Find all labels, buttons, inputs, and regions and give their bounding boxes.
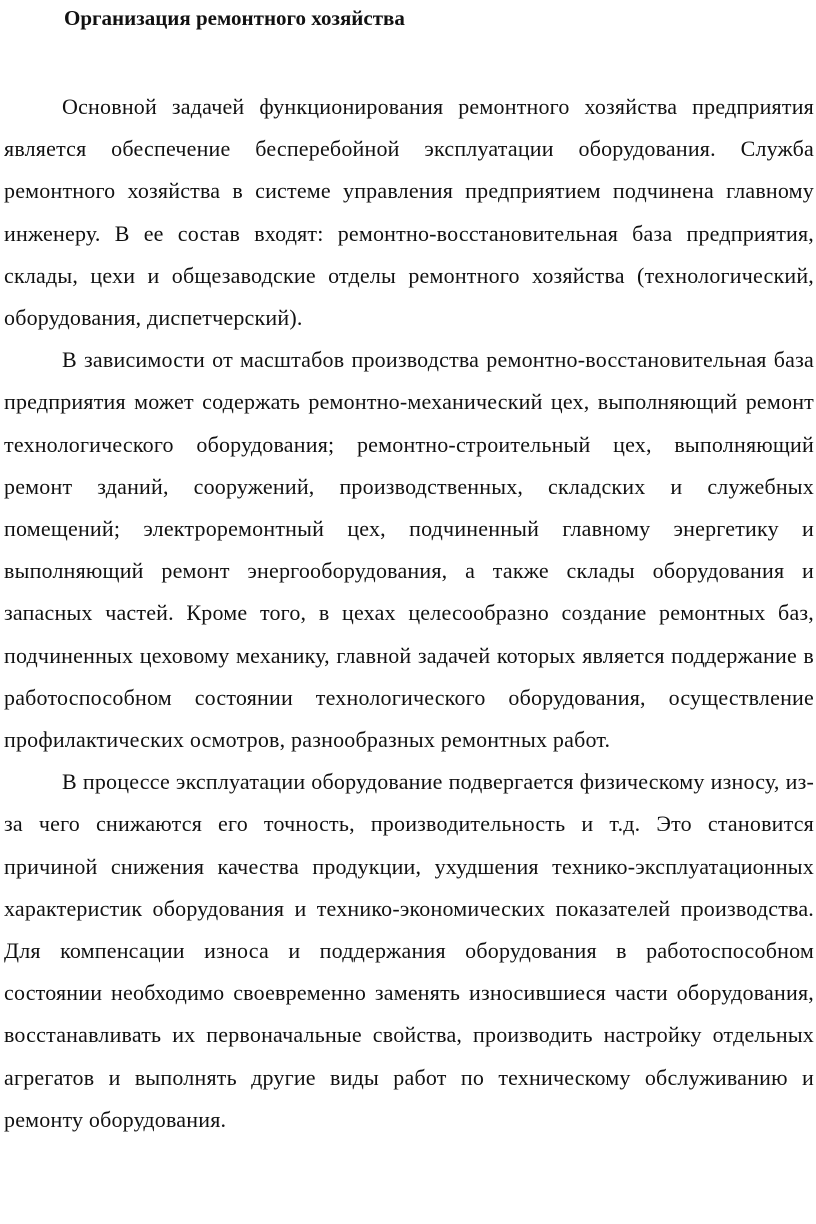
document-title: Организация ремонтного хозяйства [64,6,405,30]
paragraph-1: Основной задачей функционирования ремонтного хозяйства предприятия является обеспечение бесперебойной эксплуатации оборудования. Служба ремонтного хозяйства в системе управления предприятием подчинена главному инженеру. В ее состав входят: ремонтно-восстановительная база предприятия, склады, цехи и общезаводские отделы ремонтного хозяйства (технологический, оборудования, диспетчерский). [4,94,814,331]
paragraph-2: В зависимости от масштабов производства ремонтно-восстановительная база предприятия может содержать ремонтно-механический цех, выполняющий ремонт технологического оборудования; ремонтно-строительный цех, выполняющий ремонт зданий, сооружений, производственных, складских и служебных помещений; электроремонтный цех, подчиненный главному энергетику и выполняющий ремонт энергооборудования, а также склады оборудования и запасных частей. Кроме того, в цехах целесообразно создание ремонтных баз, подчиненных цеховому механику, главной задачей которых является поддержание в работоспособном состоянии технологического оборудования, осуществление профилактических осмотров, разнообразных ремонтных работ. [4,347,814,753]
document-body [4,86,814,1141]
paragraph-3: В процессе эксплуатации оборудование подвергается физическому износу, из-за чего снижаются его точность, производительность и т.д. Это становится причиной снижения качества продукции, ухудшения технико-эксплуатационных характеристик оборудования и технико-экономических показателей производства. Для компенсации износа и поддержания оборудования в работоспособном состоянии необходимо своевременно заменять износившиеся части оборудования, восстанавливать их первоначальные свойства, производить настройку отдельных агрегатов и выполнять другие виды работ по техническому обслуживанию и ремонту оборудования. [4,769,814,1132]
